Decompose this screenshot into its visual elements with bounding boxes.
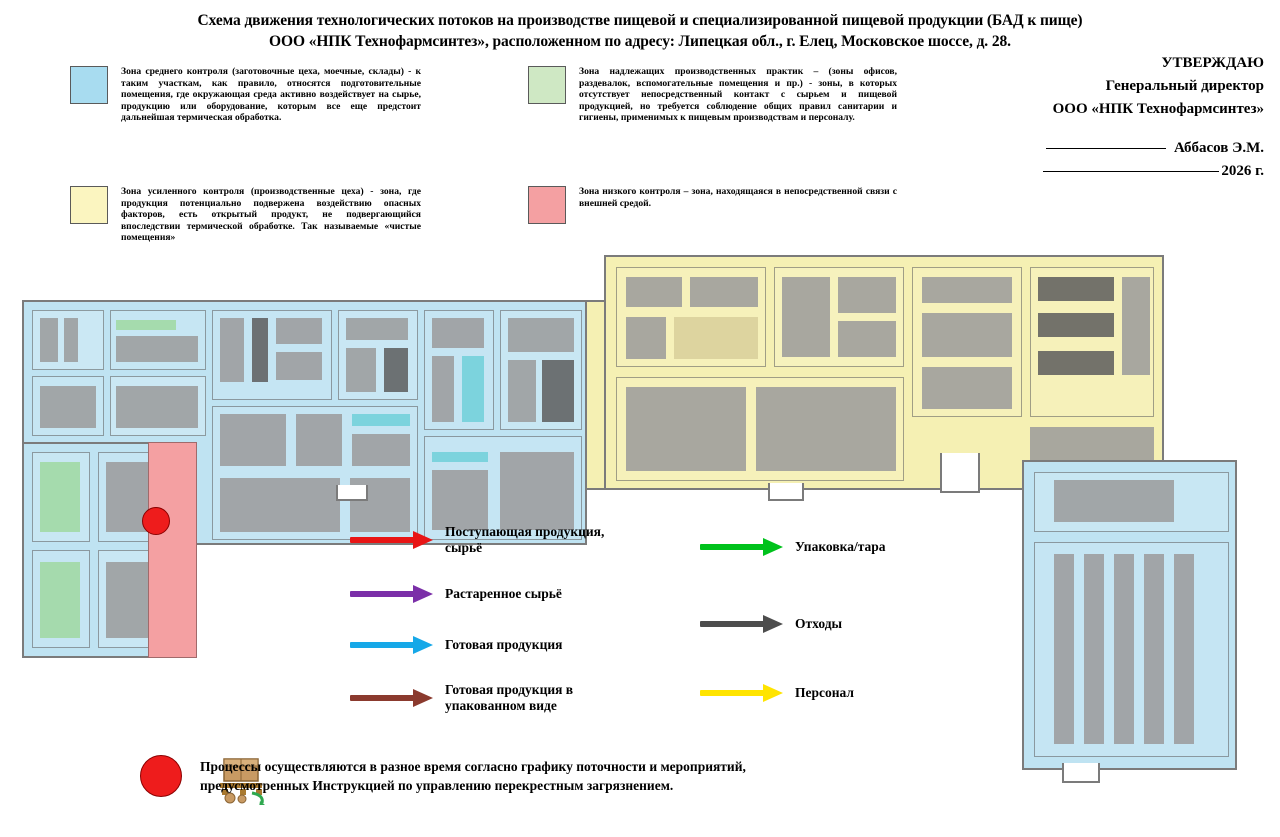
zone-swatch-low-control — [528, 186, 566, 224]
zone-text-gmp: Зона надлежащих производственных практик – (зоны офисов, раздевалок, вспомогательные помещения и пр.) - зоны, в которых отсутствует непосредственный контакт с сырьем и пищевой продукцией, но требуется соблюдение общих правил санитарии и гигиены, применимых к пищевым производствам и персоналу. — [579, 66, 897, 124]
date-line — [1043, 160, 1264, 183]
note-text — [200, 757, 960, 795]
arrow-waste — [700, 621, 782, 627]
flow-label-incoming: Поступающая продукция, сырьё — [445, 524, 605, 555]
flow-label-staff: Персонал — [795, 685, 854, 700]
flow-legend-item-unpacked — [350, 586, 562, 602]
zone-legend-item-high-control — [70, 186, 421, 244]
zone-text-high-control: Зона усиленного контроля (производственные цеха) - зона, где продукция потенциально подвержена воздействию опасных факторов, есть открытый продукт, не подвергающийся впоследствии термической обработке. Так называемые «чистые помещения» — [121, 186, 421, 244]
flow-label-packaging: Упаковка/тара — [795, 539, 886, 554]
flow-label-waste: Отходы — [795, 616, 843, 631]
page-title — [0, 10, 1280, 52]
approval-role: Генеральный директор — [1105, 78, 1264, 94]
approval-company: ООО «НПК Технофармсинтез» — [1052, 101, 1264, 117]
cross-contamination-note — [140, 755, 960, 797]
zone-swatch-high-control — [70, 186, 108, 224]
arrow-unpacked-raw — [350, 591, 432, 597]
zone-legend-item-medium-control — [70, 66, 421, 124]
flow-label-finished: Готовая продукция — [445, 637, 563, 652]
arrow-packaging — [700, 544, 782, 550]
zone-text-low-control: Зона низкого контроля – зона, находящаяся в непосредственной связи с внешней средой. — [579, 186, 897, 209]
note-line-1: Процессы осуществляются в разное время согласно графику поточности и мероприятий, — [200, 759, 746, 774]
zone-swatch-gmp — [528, 66, 566, 104]
building-floor-plan — [0, 245, 1280, 837]
signature-line — [1043, 137, 1264, 160]
zone-legend-item-gmp — [528, 66, 897, 124]
arrow-staff — [700, 690, 782, 696]
flow-legend-item-finished — [350, 637, 562, 653]
flow-legend — [0, 245, 1280, 837]
flow-label-unpacked: Растаренное сырьё — [445, 586, 562, 601]
title-line-2: ООО «НПК Технофармсинтез», расположенном по адресу: Липецкая обл., г. Елец, Московское шоссе, д. 28. — [269, 33, 1011, 50]
flow-legend-item-packed — [350, 682, 573, 714]
title-line-1: Схема движения технологических потоков на производстве пищевой и специализированной пищевой продукции (БАД к пище) — [197, 12, 1083, 29]
arrow-incoming — [350, 537, 432, 543]
approval-heading: УТВЕРЖДАЮ — [1161, 55, 1264, 71]
arrow-finished-product — [350, 642, 432, 648]
flow-label-packed: Готовая продукция в упакованном виде — [445, 682, 574, 713]
signature-rule — [1046, 148, 1166, 149]
flow-legend-item-waste — [700, 616, 842, 632]
note-line-2: предусмотренных Инструкцией по управлению перекрестным загрязнением. — [200, 778, 674, 793]
approval-date: 2026 г. — [1221, 163, 1264, 179]
zone-text-medium-control: Зона среднего контроля (заготовочные цеха, моечные, склады) - к таким участкам, как правило, относятся подготовительные помещения, где окружающая среда активно воздействует на сырье, продукцию или оборудование, которым все еще предстоит дальнейшая термическая обработка. — [121, 66, 421, 124]
flow-legend-item-packaging — [700, 539, 886, 555]
flow-legend-item-incoming — [350, 524, 604, 556]
date-rule — [1043, 171, 1219, 172]
zone-swatch-medium-control — [70, 66, 108, 104]
signer-name: Аббасов Э.М. — [1173, 140, 1264, 156]
red-circle-marker-legend — [140, 755, 182, 797]
zone-legend-item-low-control — [528, 186, 897, 224]
flow-legend-item-staff — [700, 685, 854, 701]
approval-block — [1043, 52, 1264, 183]
arrow-packed-product — [350, 695, 432, 701]
